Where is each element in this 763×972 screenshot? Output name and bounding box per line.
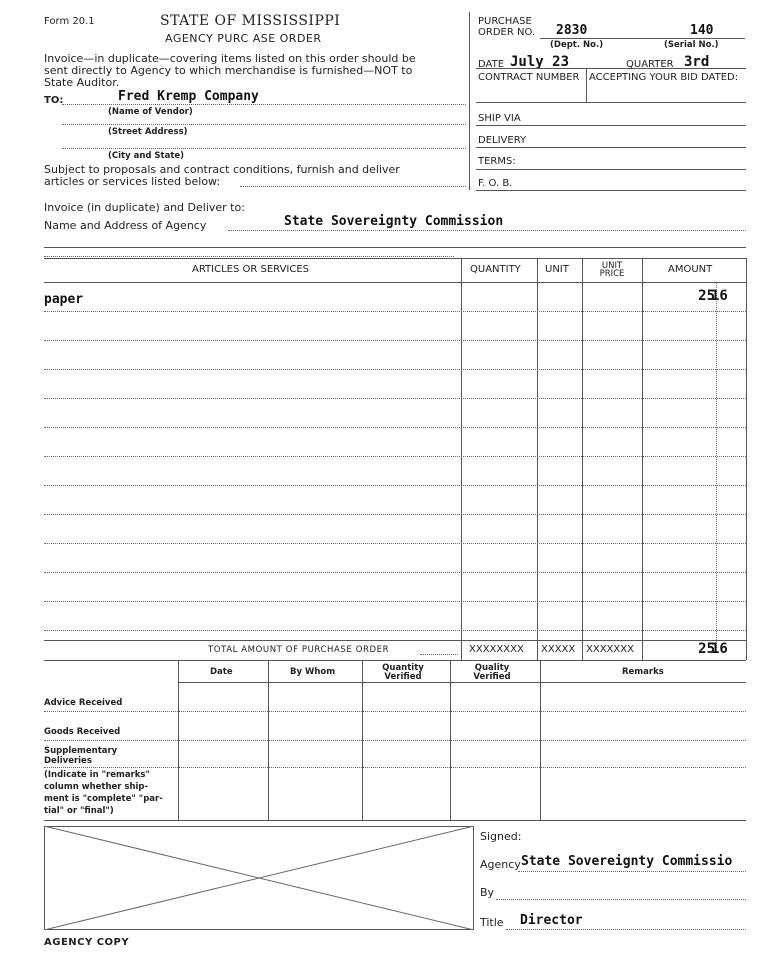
col-header-unit-price-2: PRICE	[599, 269, 625, 279]
col-header-quantity: QUANTITY	[470, 264, 521, 275]
agency-copy-label: AGENCY COPY	[44, 937, 130, 948]
state-title: STATE OF MISSISSIPPI	[160, 13, 341, 29]
signature-agency-label: Agency	[480, 858, 521, 871]
total-leader	[420, 654, 458, 655]
row-line	[44, 311, 746, 312]
advice-received-label: Advice Received	[44, 698, 123, 708]
by-line	[496, 899, 746, 900]
instruction-line-3: State Auditor.	[44, 76, 120, 89]
recv-header-qty-1: Quantity	[382, 663, 424, 673]
bid-label: ACCEPTING YOUR BID DATED:	[589, 72, 739, 83]
recv-bottom-line	[44, 820, 746, 821]
goods-line	[44, 740, 746, 741]
recv-header-date: Date	[210, 667, 233, 677]
serial-number: 140	[690, 23, 714, 38]
recv-header-by-whom: By Whom	[290, 667, 336, 677]
goods-received-label: Goods Received	[44, 727, 121, 737]
total-amount-cents: 16	[711, 641, 728, 657]
subject-line-fill	[240, 186, 466, 187]
contract-divider	[586, 68, 587, 102]
recv-header-qty-2: Verified	[384, 672, 422, 682]
recv-header-quality-1: Quality	[474, 663, 510, 673]
agency-line	[228, 230, 746, 231]
recv-note-1: (Indicate in "remarks"	[44, 770, 150, 780]
signature-agency-line	[518, 871, 746, 872]
title-line	[506, 929, 746, 930]
ship-via-label: SHIP VIA	[478, 113, 521, 124]
delivery-label: DELIVERY	[478, 135, 527, 146]
row-line	[44, 543, 746, 544]
street-line	[62, 124, 466, 125]
date-line	[476, 68, 746, 69]
col-line-right	[746, 258, 747, 660]
total-bottom-line	[44, 660, 746, 661]
signed-label: Signed:	[480, 830, 522, 843]
recv-note-2: column whether ship-	[44, 782, 149, 792]
recv-header-line	[178, 682, 746, 683]
recv-header-quality-2: Verified	[473, 672, 511, 682]
total-amount-dollars: 25	[698, 641, 715, 657]
contract-label: CONTRACT NUMBER	[478, 72, 580, 83]
col-line-unit	[537, 258, 538, 660]
row-line	[44, 514, 746, 515]
advice-line	[44, 711, 746, 712]
city-caption: (City and State)	[108, 151, 185, 161]
signature-title: Director	[520, 913, 583, 928]
recv-note-4: tial" or "final")	[44, 806, 114, 816]
to-label: TO:	[44, 95, 64, 106]
fob-line	[476, 190, 746, 191]
row-line	[44, 601, 746, 602]
signature-agency: State Sovereignty Commissio	[521, 854, 733, 869]
ship-via-line	[476, 125, 746, 126]
row-line	[44, 630, 746, 631]
quarter-value: 3rd	[684, 54, 710, 70]
quarter-label: QUARTER	[626, 59, 674, 70]
row-line	[44, 427, 746, 428]
table-top-line	[44, 258, 746, 259]
total-unit-price: XXXXXXX	[586, 644, 634, 655]
by-label: By	[480, 886, 495, 899]
terms-label: TERMS:	[478, 156, 516, 167]
cents-divider	[716, 282, 717, 652]
order-date: July 23	[510, 54, 570, 70]
header-divider	[469, 12, 470, 190]
vendor-name-line	[62, 104, 466, 105]
po-label-1: PURCHASE	[478, 16, 532, 27]
form-number: Form 20.1	[44, 16, 95, 27]
subject-line-2: articles or services listed below:	[44, 175, 221, 188]
col-line-amount	[642, 258, 643, 660]
terms-line	[476, 169, 746, 170]
instruction-line-1: Invoice—in duplicate—covering items listed on this order should be	[44, 52, 416, 65]
table-top-dotted	[44, 256, 454, 257]
total-unit: XXXXX	[541, 644, 576, 655]
form-title: AGENCY PURC ASE ORDER	[165, 32, 322, 45]
delivery-line	[476, 147, 746, 148]
col-line-unit-price	[582, 258, 583, 660]
row-line	[44, 572, 746, 573]
date-label: DATE	[478, 59, 505, 70]
col-line-quantity	[461, 258, 462, 660]
item-article: paper	[44, 292, 84, 307]
subject-line-1: Subject to proposals and contract conditions, furnish and deliver	[44, 163, 400, 176]
po-number-line	[540, 38, 745, 39]
title-label: Title	[480, 916, 504, 929]
agency-line-2	[44, 247, 746, 248]
agency-address-label: Name and Address of Agency	[44, 219, 207, 232]
row-line	[44, 369, 746, 370]
item-amount-dollars: 25	[698, 288, 715, 304]
deliver-agency: State Sovereignty Commission	[284, 214, 504, 229]
supplementary-line	[44, 767, 746, 768]
supplementary-label-2: Deliveries	[44, 756, 92, 766]
row-line	[44, 398, 746, 399]
vendor-name: Fred Kremp Company	[118, 89, 259, 104]
recv-note-3: ment is "complete" "par-	[44, 794, 163, 804]
supplementary-label-1: Supplementary	[44, 746, 118, 756]
row-line	[44, 340, 746, 341]
col-header-amount: AMOUNT	[668, 264, 713, 275]
instruction-line-2: sent directly to Agency to which merchandise is furnished—NOT to	[44, 64, 413, 77]
col-header-unit-price-1: UNIT	[601, 261, 623, 271]
row-line	[44, 485, 746, 486]
vendor-name-caption: (Name of Vendor)	[108, 107, 193, 117]
total-label: TOTAL AMOUNT OF PURCHASE ORDER	[208, 645, 390, 655]
contract-line	[476, 102, 746, 103]
dept-caption: (Dept. No.)	[550, 40, 604, 50]
col-header-unit: UNIT	[545, 264, 569, 275]
row-line	[44, 456, 746, 457]
header-bottom-line	[44, 282, 746, 283]
city-line	[62, 148, 466, 149]
street-caption: (Street Address)	[108, 127, 188, 137]
col-header-articles: ARTICLES OR SERVICES	[192, 264, 310, 275]
fob-label: F. O. B.	[478, 178, 513, 189]
serial-caption: (Serial No.)	[664, 40, 719, 50]
dept-number: 2830	[556, 23, 588, 38]
po-label-2: ORDER NO.	[478, 27, 536, 38]
deliver-instruction: Invoice (in duplicate) and Deliver to:	[44, 201, 245, 214]
crossed-out-box	[44, 826, 474, 930]
recv-header-remarks: Remarks	[622, 667, 664, 677]
item-amount-cents: 16	[711, 288, 728, 304]
total-top-line	[44, 640, 746, 641]
total-quantity: XXXXXXXX	[469, 644, 524, 655]
